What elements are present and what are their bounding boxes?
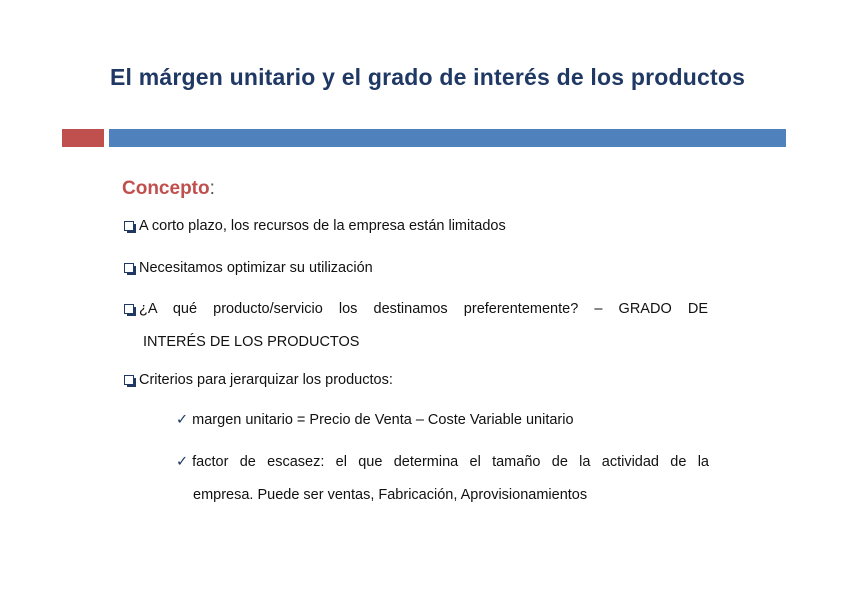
title-divider-red [62, 129, 104, 147]
concept-heading [122, 178, 215, 200]
checkbox-square-icon [124, 375, 134, 385]
checkbox-square-icon [124, 221, 134, 231]
sub-bullet-text-continuation: empresa. Puede ser ventas, Fabricación, Aprovisionamientos [193, 487, 588, 503]
checkbox-square-icon [124, 304, 134, 314]
checkmark-icon: ✓ [176, 412, 189, 428]
checkmark-icon: ✓ [176, 454, 189, 470]
concept-heading-text: Concepto [122, 178, 210, 199]
sub-bullet-text: margen unitario = Precio de Venta – Coste Variable unitario [192, 412, 574, 428]
bullet-item [124, 364, 708, 397]
bullet-item [124, 210, 708, 243]
title-divider-blue [109, 129, 786, 147]
bullet-text: A corto plazo, los recursos de la empresa están limitados [139, 218, 506, 234]
bullet-item [124, 252, 708, 285]
bullet-text: ¿A qué producto/servicio los destinamos preferentemente? – GRADO DE [139, 301, 708, 317]
bullet-text-continuation: INTERÉS DE LOS PRODUCTOS [143, 334, 360, 350]
sub-bullet-item [176, 404, 709, 437]
concept-heading-colon: : [209, 178, 215, 199]
bullet-text: Criterios para jerarquizar los productos: [139, 372, 393, 388]
checkbox-square-icon [124, 263, 134, 273]
sub-bullet-item [176, 446, 709, 512]
bullet-item [124, 293, 708, 359]
sub-bullet-text: factor de escasez: el que determina el tamaño de la actividad de la [192, 454, 709, 470]
slide-title: El márgen unitario y el grado de interés de los productos [110, 64, 746, 90]
sub-bullet-line [176, 446, 709, 479]
bullet-text: Necesitamos optimizar su utilización [139, 260, 373, 276]
bullet-line [124, 293, 708, 326]
